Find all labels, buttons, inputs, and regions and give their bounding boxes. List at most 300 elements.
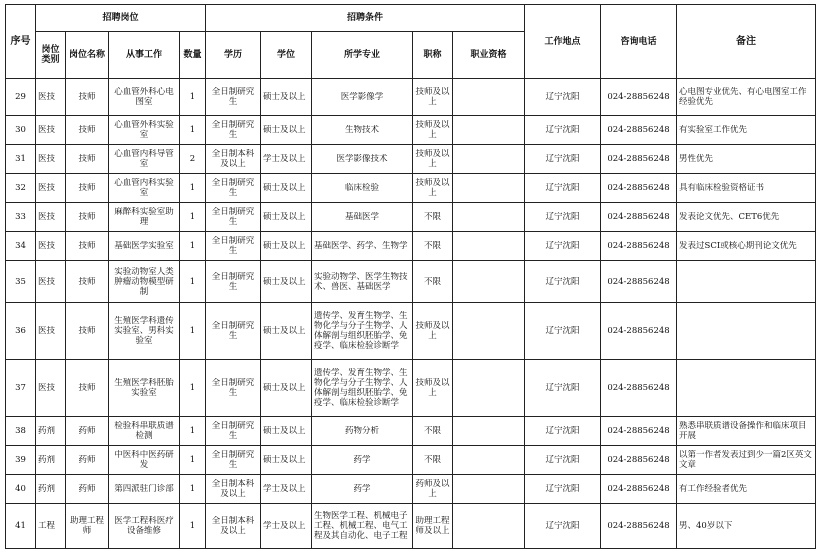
cell-degree-text: 硕士及以上	[263, 212, 306, 222]
cell-category-text: 医技	[38, 383, 56, 393]
cell-seq-text: 39	[15, 455, 26, 465]
cell-name	[66, 145, 109, 174]
cell-seq-text: 34	[15, 241, 26, 251]
cell-seq-text: 41	[15, 521, 26, 531]
cell-title-text: 不限	[424, 455, 442, 465]
cell-category	[36, 446, 66, 475]
cell-work	[109, 261, 180, 303]
cell-education	[206, 203, 261, 232]
cell-degree	[261, 203, 312, 232]
cell-count-text: 1	[189, 276, 196, 287]
table-row	[6, 174, 816, 203]
cell-notes	[677, 446, 816, 475]
cell-major	[312, 261, 413, 303]
cell-category	[36, 360, 66, 417]
header-notes: 备注	[677, 5, 816, 79]
cell-name	[66, 504, 109, 549]
cell-degree	[261, 145, 312, 174]
cell-location-text: 辽宁沈阳	[545, 125, 580, 135]
cell-education	[206, 360, 261, 417]
cell-seq	[6, 504, 36, 549]
cell-phone	[601, 232, 677, 261]
cell-count-text: 1	[189, 484, 196, 494]
cell-location	[525, 475, 601, 504]
cell-seq	[6, 145, 36, 174]
cell-category-text: 医技	[38, 154, 56, 164]
cell-seq-text: 37	[15, 383, 26, 393]
cell-work-text: 麻醉科实验室助理	[114, 207, 174, 227]
cell-notes	[677, 203, 816, 232]
cell-location-text: 辽宁沈阳	[545, 326, 580, 336]
cell-work-text: 第四派驻门诊部	[114, 484, 174, 494]
cell-major-text: 生物技术	[345, 125, 380, 135]
cell-notes-text: 以第一作者发表过到少一篇2区英文文章	[679, 450, 812, 470]
cell-major-text: 药物分析	[345, 426, 380, 436]
cell-education-text: 全日制研究生	[211, 378, 255, 398]
cell-location	[525, 79, 601, 116]
cell-education-text: 全日制研究生	[211, 207, 255, 227]
cell-location	[525, 446, 601, 475]
cell-work	[109, 504, 180, 549]
cell-phone	[601, 145, 677, 174]
cell-education	[206, 145, 261, 174]
cell-seq-text: 29	[15, 92, 26, 102]
cell-name	[66, 203, 109, 232]
recruitment-table	[5, 4, 816, 549]
cell-seq-text: 35	[15, 276, 26, 287]
cell-count-text: 2	[189, 154, 196, 164]
cell-major	[312, 504, 413, 549]
cell-work	[109, 203, 180, 232]
cell-work-text: 中医科中医药研发	[114, 450, 174, 470]
cell-location-text: 辽宁沈阳	[545, 484, 580, 494]
cell-seq	[6, 174, 36, 203]
cell-education-text: 全日制本科及以上	[211, 516, 255, 536]
cell-qualification	[453, 203, 525, 232]
cell-notes-text: 熟悉串联质谱设备操作和临床项目开展	[679, 421, 807, 441]
cell-count	[180, 79, 206, 116]
cell-location-text: 辽宁沈阳	[545, 183, 580, 193]
header-major: 所学专业	[312, 32, 413, 79]
cell-degree	[261, 303, 312, 360]
cell-major-text: 临床检验	[345, 183, 380, 193]
cell-phone	[601, 504, 677, 549]
header-group-position: 招聘岗位	[36, 5, 206, 32]
cell-count-text: 1	[189, 183, 196, 193]
cell-name	[66, 232, 109, 261]
cell-phone-text: 024-28856248	[607, 484, 670, 494]
cell-seq	[6, 232, 36, 261]
cell-category	[36, 203, 66, 232]
cell-category-text: 药剂	[38, 426, 56, 436]
cell-major	[312, 417, 413, 446]
cell-education-text: 全日制研究生	[211, 87, 255, 107]
cell-major	[312, 475, 413, 504]
cell-degree	[261, 116, 312, 145]
cell-major-text: 医学影像技术	[336, 154, 388, 164]
cell-education	[206, 116, 261, 145]
table-row	[6, 116, 816, 145]
cell-title-text: 不限	[424, 276, 442, 287]
cell-notes-text: 男、40岁以下	[679, 521, 733, 531]
table-row	[6, 475, 816, 504]
cell-phone-text: 024-28856248	[607, 521, 670, 531]
cell-location-text: 辽宁沈阳	[545, 212, 580, 222]
cell-work	[109, 232, 180, 261]
cell-education-text: 全日制研究生	[211, 178, 255, 198]
cell-work	[109, 303, 180, 360]
table-row	[6, 360, 816, 417]
cell-phone-text: 024-28856248	[607, 276, 670, 287]
cell-name-text: 技师	[78, 125, 96, 135]
cell-count	[180, 174, 206, 203]
cell-name	[66, 303, 109, 360]
cell-count	[180, 232, 206, 261]
cell-major-text: 药学	[353, 455, 371, 465]
cell-major	[312, 446, 413, 475]
cell-notes	[677, 116, 816, 145]
cell-location	[525, 232, 601, 261]
cell-phone-text: 024-28856248	[607, 183, 670, 193]
cell-seq	[6, 303, 36, 360]
cell-education	[206, 504, 261, 549]
cell-degree-text: 学士及以上	[263, 154, 306, 164]
cell-education-text: 全日制研究生	[211, 450, 255, 470]
cell-category-text: 药剂	[38, 484, 56, 494]
cell-location	[525, 303, 601, 360]
cell-degree-text: 学士及以上	[263, 484, 306, 494]
cell-category-text: 医技	[38, 92, 56, 102]
cell-notes	[677, 174, 816, 203]
cell-major-text: 生物医学工程、机械电子工程、机械工程、电气工程及其自动化、电子工程	[314, 511, 408, 541]
cell-education	[206, 417, 261, 446]
cell-notes-text: 心电图专业优先、有心电图室工作经验优先	[679, 87, 807, 107]
cell-degree	[261, 504, 312, 549]
cell-work-text: 心血管外科实验室	[114, 120, 174, 140]
cell-title-text: 技师及以上	[415, 178, 450, 198]
cell-count	[180, 475, 206, 504]
cell-degree-text: 硕士及以上	[263, 125, 306, 135]
cell-phone	[601, 417, 677, 446]
cell-degree	[261, 261, 312, 303]
cell-phone-text: 024-28856248	[607, 92, 670, 102]
cell-count-text: 1	[189, 212, 196, 222]
cell-seq	[6, 261, 36, 303]
cell-count-text: 1	[189, 521, 196, 531]
cell-title	[413, 417, 453, 446]
cell-category-text: 药剂	[38, 455, 56, 465]
header-count: 数量	[180, 32, 206, 79]
cell-category	[36, 79, 66, 116]
cell-phone	[601, 446, 677, 475]
cell-notes	[677, 261, 816, 303]
cell-category	[36, 475, 66, 504]
cell-work	[109, 446, 180, 475]
cell-work	[109, 417, 180, 446]
cell-phone-text: 024-28856248	[607, 212, 670, 222]
cell-education	[206, 232, 261, 261]
cell-qualification	[453, 145, 525, 174]
cell-phone-text: 024-28856248	[607, 455, 670, 465]
cell-major	[312, 116, 413, 145]
cell-degree-text: 硕士及以上	[263, 426, 306, 436]
cell-category	[36, 303, 66, 360]
cell-major-text: 基础医学	[345, 212, 380, 222]
cell-seq	[6, 446, 36, 475]
cell-degree	[261, 79, 312, 116]
cell-notes	[677, 232, 816, 261]
header-work: 从事工作	[109, 32, 180, 79]
cell-phone-text: 024-28856248	[607, 426, 670, 436]
cell-seq-text: 36	[15, 326, 26, 336]
table-row	[6, 504, 816, 549]
cell-count	[180, 116, 206, 145]
cell-name	[66, 446, 109, 475]
cell-title-text: 药师及以上	[415, 479, 450, 499]
table-row	[6, 203, 816, 232]
cell-notes-text: 发表论文优先、CET6优先	[679, 212, 780, 222]
cell-location	[525, 261, 601, 303]
cell-seq	[6, 203, 36, 232]
cell-major	[312, 79, 413, 116]
cell-title	[413, 504, 453, 549]
cell-qualification	[453, 261, 525, 303]
cell-location	[525, 360, 601, 417]
header-education: 学历	[206, 32, 261, 79]
cell-phone-text: 024-28856248	[607, 125, 670, 135]
cell-seq-text: 31	[15, 154, 26, 164]
cell-work-text: 检验科串联质谱检测	[114, 421, 174, 441]
cell-major	[312, 303, 413, 360]
cell-title	[413, 360, 453, 417]
cell-seq-text: 40	[15, 484, 26, 494]
cell-major-text: 医学影像学	[340, 92, 384, 102]
cell-degree-text: 硕士及以上	[263, 183, 306, 193]
table-row	[6, 261, 816, 303]
cell-qualification	[453, 79, 525, 116]
cell-count-text: 1	[189, 383, 196, 393]
cell-title-text: 技师及以上	[415, 378, 450, 398]
cell-major-text: 遗传学、发育生物学、生物化学与分子生物学、人体解剖与组织胚胎学、免疫学、临床检验诊断学	[314, 368, 408, 408]
cell-count-text: 1	[189, 426, 196, 436]
cell-degree	[261, 232, 312, 261]
cell-work-text: 心血管内科实验室	[114, 178, 174, 198]
cell-location-text: 辽宁沈阳	[545, 455, 580, 465]
cell-location-text: 辽宁沈阳	[545, 154, 580, 164]
cell-phone	[601, 203, 677, 232]
cell-title-text: 不限	[424, 426, 442, 436]
cell-category-text: 医技	[38, 183, 56, 193]
cell-count	[180, 417, 206, 446]
cell-name-text: 技师	[78, 183, 96, 193]
cell-notes	[677, 79, 816, 116]
cell-count-text: 1	[189, 92, 196, 102]
cell-qualification	[453, 360, 525, 417]
table-row	[6, 232, 816, 261]
cell-title	[413, 79, 453, 116]
cell-category-text: 医技	[38, 241, 56, 251]
cell-qualification	[453, 303, 525, 360]
table-row	[6, 145, 816, 174]
cell-phone-text: 024-28856248	[607, 383, 670, 393]
cell-qualification	[453, 446, 525, 475]
cell-count-text: 1	[189, 241, 196, 251]
cell-category	[36, 116, 66, 145]
cell-seq	[6, 116, 36, 145]
cell-count	[180, 360, 206, 417]
cell-seq-text: 38	[15, 426, 26, 436]
cell-location	[525, 203, 601, 232]
header-seq: 序号	[6, 5, 36, 79]
cell-category-text: 工程	[38, 521, 56, 531]
cell-title-text: 助理工程师及以上	[415, 516, 450, 536]
cell-category	[36, 261, 66, 303]
cell-name	[66, 174, 109, 203]
cell-title	[413, 261, 453, 303]
cell-phone-text: 024-28856248	[607, 326, 670, 336]
cell-notes-text: 有实验室工作优先	[679, 125, 748, 135]
cell-category-text: 医技	[38, 125, 56, 135]
header-group-conditions: 招聘条件	[206, 5, 525, 32]
cell-phone	[601, 116, 677, 145]
cell-name	[66, 116, 109, 145]
cell-location	[525, 174, 601, 203]
cell-phone	[601, 79, 677, 116]
cell-title	[413, 174, 453, 203]
cell-location-text: 辽宁沈阳	[545, 383, 580, 393]
cell-count	[180, 303, 206, 360]
cell-notes-text: 有工作经验者优先	[679, 484, 748, 494]
cell-major-text: 基础医学、药学、生物学	[314, 241, 408, 251]
cell-phone	[601, 261, 677, 303]
cell-title-text: 技师及以上	[415, 321, 450, 341]
cell-work	[109, 116, 180, 145]
cell-major-text: 遗传学、发育生物学、生物化学与分子生物学、人体解剖与组织胚胎学、免疫学、临床检验诊断学	[314, 311, 408, 351]
cell-name-text: 技师	[78, 326, 96, 336]
cell-education-text: 全日制本科及以上	[211, 479, 255, 499]
cell-degree-text: 硕士及以上	[263, 276, 306, 287]
cell-name	[66, 79, 109, 116]
cell-name	[66, 417, 109, 446]
cell-qualification	[453, 116, 525, 145]
cell-title	[413, 116, 453, 145]
cell-name-text: 技师	[78, 276, 96, 287]
cell-title	[413, 145, 453, 174]
cell-location-text: 辽宁沈阳	[545, 276, 580, 287]
cell-phone	[601, 303, 677, 360]
cell-major	[312, 203, 413, 232]
cell-category	[36, 174, 66, 203]
cell-qualification	[453, 504, 525, 549]
cell-notes	[677, 145, 816, 174]
cell-work	[109, 174, 180, 203]
cell-degree-text: 硕士及以上	[263, 92, 306, 102]
cell-education-text: 全日制研究生	[211, 120, 255, 140]
cell-education-text: 全日制本科及以上	[211, 149, 255, 169]
cell-phone	[601, 475, 677, 504]
cell-location	[525, 116, 601, 145]
cell-category	[36, 417, 66, 446]
cell-title-text: 技师及以上	[415, 120, 450, 140]
cell-seq-text: 30	[15, 125, 26, 135]
cell-name-text: 技师	[78, 383, 96, 393]
cell-education	[206, 446, 261, 475]
cell-count	[180, 504, 206, 549]
cell-major	[312, 360, 413, 417]
cell-qualification	[453, 475, 525, 504]
cell-title	[413, 303, 453, 360]
cell-location-text: 辽宁沈阳	[545, 521, 580, 531]
cell-count	[180, 446, 206, 475]
table-row	[6, 417, 816, 446]
table-row	[6, 79, 816, 116]
cell-title-text: 技师及以上	[415, 87, 450, 107]
cell-work	[109, 145, 180, 174]
cell-title	[413, 446, 453, 475]
cell-education-text: 全日制研究生	[211, 236, 255, 256]
cell-location-text: 辽宁沈阳	[545, 241, 580, 251]
cell-education	[206, 261, 261, 303]
cell-education-text: 全日制研究生	[211, 321, 255, 341]
cell-notes	[677, 417, 816, 446]
table-body	[6, 79, 816, 549]
cell-title	[413, 232, 453, 261]
cell-education-text: 全日制研究生	[211, 421, 255, 441]
cell-category-text: 医技	[38, 276, 56, 287]
cell-seq-text: 32	[15, 183, 26, 193]
table-row	[6, 446, 816, 475]
cell-major	[312, 174, 413, 203]
cell-title-text: 技师及以上	[415, 149, 450, 169]
cell-category	[36, 232, 66, 261]
header-location: 工作地点	[525, 5, 601, 79]
cell-degree-text: 硕士及以上	[263, 455, 306, 465]
cell-title	[413, 475, 453, 504]
cell-seq-text: 33	[15, 212, 26, 222]
cell-location-text: 辽宁沈阳	[545, 92, 580, 102]
header-qualification: 职业资格	[453, 32, 525, 79]
cell-major	[312, 145, 413, 174]
cell-notes	[677, 504, 816, 549]
cell-name-text: 技师	[78, 212, 96, 222]
cell-category	[36, 145, 66, 174]
cell-work-text: 生殖医学科遗传实验室、男科实验室	[114, 316, 174, 346]
cell-work-text: 实验动物室人类肿瘤动物模型研制	[114, 266, 174, 297]
cell-location	[525, 504, 601, 549]
cell-location	[525, 417, 601, 446]
header-phone: 咨询电话	[601, 5, 677, 79]
cell-seq	[6, 360, 36, 417]
cell-name-text: 技师	[78, 92, 96, 102]
cell-education	[206, 475, 261, 504]
cell-notes	[677, 360, 816, 417]
cell-count	[180, 145, 206, 174]
cell-phone	[601, 360, 677, 417]
cell-notes-text: 男性优先	[679, 154, 714, 164]
cell-seq	[6, 475, 36, 504]
cell-work-text: 心血管内科导管室	[114, 149, 174, 169]
cell-phone	[601, 174, 677, 203]
cell-work	[109, 79, 180, 116]
cell-degree	[261, 475, 312, 504]
cell-title-text: 不限	[424, 212, 442, 222]
cell-count	[180, 203, 206, 232]
cell-work	[109, 475, 180, 504]
cell-name-text: 助理工程师	[69, 516, 104, 536]
cell-degree-text: 学士及以上	[263, 521, 306, 531]
cell-count-text: 1	[189, 326, 196, 336]
cell-qualification	[453, 417, 525, 446]
